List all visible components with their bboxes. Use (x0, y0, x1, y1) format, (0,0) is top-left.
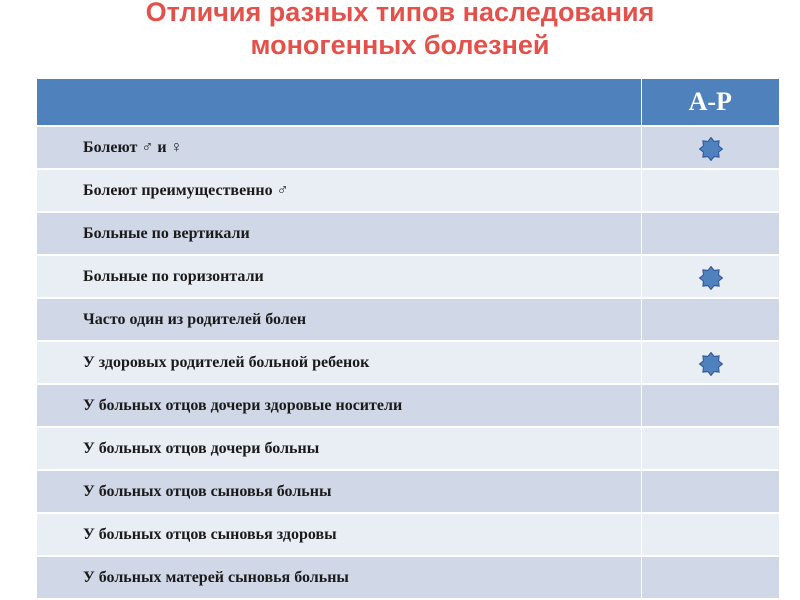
inheritance-table (37, 79, 779, 598)
row-criterion: Болеют преимущественно ♂ (37, 169, 641, 212)
slide-title-line-1: Отличия разных типов наследования (145, 0, 655, 27)
table-row (37, 513, 779, 556)
slide-title-line-2: моногенных болезней (250, 30, 550, 60)
row-criterion: Часто один из родителей болен (37, 298, 641, 341)
row-mark-cell (641, 513, 779, 556)
row-criterion: Больные по горизонтали (37, 255, 641, 298)
row-criterion: Больные по вертикали (37, 212, 641, 255)
slide-title (0, 0, 800, 62)
star-burst-icon (699, 137, 723, 161)
row-criterion: У больных матерей сыновья больны (37, 556, 641, 598)
row-criterion: У больных отцов сыновья больны (37, 470, 641, 513)
row-mark-cell (641, 298, 779, 341)
table-row (37, 341, 779, 384)
row-mark-cell (641, 212, 779, 255)
table-row (37, 556, 779, 598)
row-criterion: У больных отцов дочери больны (37, 427, 641, 470)
row-mark-cell (641, 169, 779, 212)
row-mark-cell (641, 427, 779, 470)
row-criterion: У здоровых родителей больной ребенок (37, 341, 641, 384)
table-row (37, 126, 779, 169)
row-mark-cell (641, 126, 779, 169)
table-header-row (37, 79, 779, 126)
table-row (37, 255, 779, 298)
star-burst-icon (699, 352, 723, 376)
table-row (37, 384, 779, 427)
row-criterion: У больных отцов сыновья здоровы (37, 513, 641, 556)
row-mark-cell (641, 341, 779, 384)
row-criterion: Болеют ♂ и ♀ (37, 126, 641, 169)
table-row (37, 470, 779, 513)
table-row (37, 169, 779, 212)
row-mark-cell (641, 556, 779, 598)
header-criteria (37, 79, 641, 126)
row-criterion: У больных отцов дочери здоровые носители (37, 384, 641, 427)
row-mark-cell (641, 384, 779, 427)
row-mark-cell (641, 255, 779, 298)
star-burst-icon (699, 266, 723, 290)
table-row (37, 212, 779, 255)
table-row (37, 427, 779, 470)
table-row (37, 298, 779, 341)
row-mark-cell (641, 470, 779, 513)
header-autosomal-recessive: А-Р (641, 79, 779, 126)
